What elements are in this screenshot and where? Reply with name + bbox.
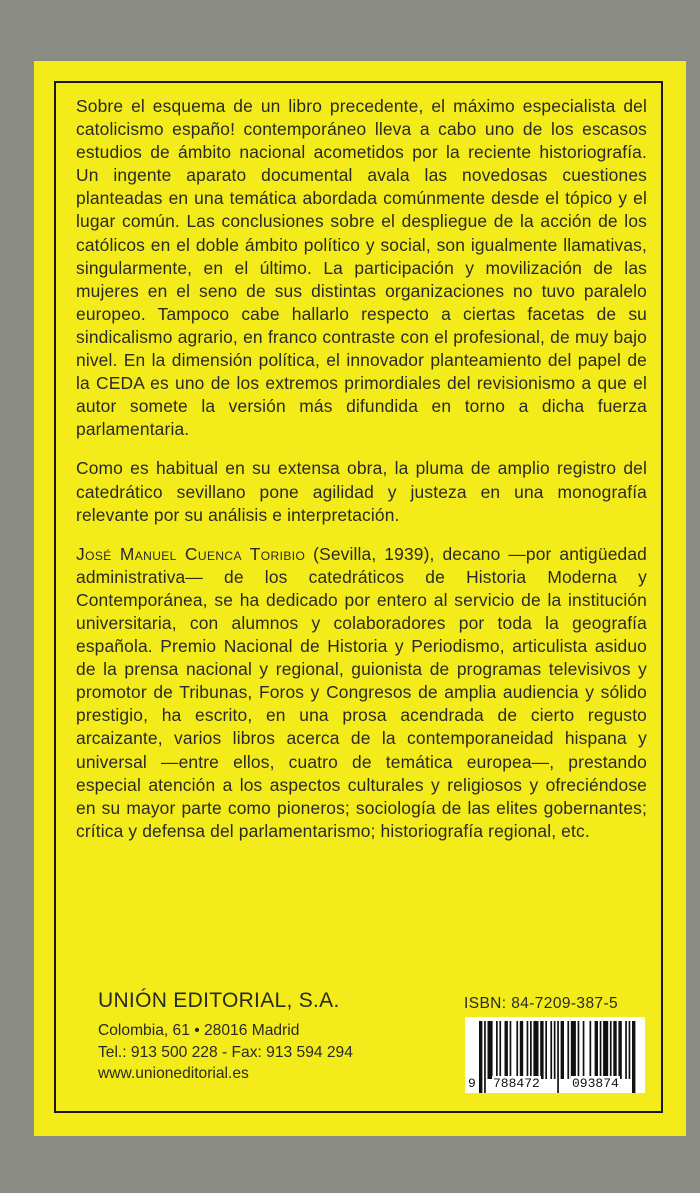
- barcode-bar: [496, 1021, 498, 1079]
- publisher-name: UNIÓN EDITORIAL, S.A.: [98, 989, 340, 1012]
- blurb-paragraph-1: Sobre el esquema de un libro precedente, el máximo especialista del catolicismo españo! contemporáneo lleva a cabo uno de los escasos estudios de ámbito nacional acometidos por la reciente historiografía. Un ingente aparato documental avala las novedosas cuestiones planteadas en una temática abordada comúnmente desde el tópico y el lugar común. Las conclusiones sobre el despliegue de la acción de los católicos en el doble ámbito político y social, son igualmente llamativas, singularmente, en el último. La participación y movilización de las mujeres en el seno de sus distintas organizaciones no tuvo paralelo europeo. Tampoco cabe hallarlo respecto a ciertas facetas de su sindicalismo agrario, en franco contraste con el profesional, de muy bajo nivel. En la dimensión política, el innovador planteamiento del papel de la CEDA es uno de los extremos primordiales del revisionismo a que el autor somete la versión más difundida en torno a dicha fuerza parlamentaria.: [76, 96, 647, 440]
- barcode-bar: [533, 1021, 538, 1079]
- barcode-bar: [505, 1021, 508, 1079]
- barcode-bar: [520, 1021, 523, 1079]
- barcode-digit-first: 9: [468, 1076, 476, 1091]
- barcode-bar: [610, 1021, 612, 1079]
- barcode-digits-group-2: 093874: [572, 1076, 619, 1091]
- barcode-bar: [554, 1021, 556, 1079]
- publisher-phone-fax: Tel.: 913 500 228 - Fax: 913 594 294: [98, 1043, 353, 1061]
- barcode-bar: [488, 1021, 493, 1079]
- barcode-bar: [629, 1021, 631, 1079]
- barcode-bar: [540, 1021, 543, 1079]
- isbn-label: ISBN: 84-7209-387-5: [464, 995, 619, 1012]
- barcode-bar: [618, 1021, 621, 1079]
- barcode-bar: [516, 1021, 518, 1079]
- barcode-bar: [530, 1021, 532, 1079]
- barcode-bar: [510, 1021, 512, 1079]
- publisher-website: www.unioneditorial.es: [98, 1065, 249, 1082]
- barcode-bar: [545, 1021, 547, 1079]
- barcode-bar: [613, 1021, 616, 1079]
- barcode-bar: [499, 1021, 501, 1079]
- author-name: José Manuel Cuenca Toribio: [76, 543, 306, 564]
- barcode-bar: [595, 1021, 598, 1079]
- barcode-digits: [465, 1074, 645, 1094]
- barcode-bar: [625, 1021, 627, 1079]
- barcode-bar: [550, 1021, 552, 1079]
- author-bio: (Sevilla, 1939), decano —por antigüedad administrativa— de los catedráticos de Historia Moderna y Contemporánea, se ha dedicado por entero al servicio de la institución universitaria, con alumnos y colaboradores por toda la geografía española. Premio Nacional de Historia y Periodismo, articulista asiduo de la prensa nacional y regional, guionista de programas televisivos y promotor de Tribunas, Foros y Congresos de amplia audiencia y sólido prestigio, ha escrito, en una prosa acendrada de cierto regusto arcaizante, varios libros acerca de la contemporaneidad hispana y universal —entre ellos, cuatro de temática europea—, prestando especial atención a los aspectos culturales y religiosos y ofreciéndose en su mayor parte como pioneros; sociología de las elites gobernantes; crítica y defensa del parlamentarismo; historiografía regional, etc.: [76, 543, 647, 841]
- publisher-address: Colombia, 61 • 28016 Madrid: [98, 1022, 300, 1039]
- barcode-bar: [567, 1021, 569, 1079]
- barcode-bar: [600, 1021, 602, 1079]
- barcode-bar: [561, 1021, 564, 1079]
- barcode-bar: [590, 1021, 592, 1079]
- blurb-text: [76, 95, 647, 859]
- publisher-block: [98, 988, 353, 1085]
- barcode-bar: [527, 1021, 529, 1079]
- barcode-bar: [603, 1021, 608, 1079]
- barcode-bar: [578, 1021, 580, 1079]
- book-back-cover: [34, 61, 686, 1136]
- blurb-paragraph-2: Como es habitual en su extensa obra, la pluma de amplio registro del catedrático sevillano pone agilidad y justeza en una monografía relevante por su análisis e interpretación.: [76, 458, 647, 525]
- author-bio-paragraph: [76, 543, 647, 843]
- barcode-bar: [583, 1021, 585, 1079]
- barcode-digits-group-1: 788472: [493, 1076, 540, 1091]
- barcode-bar: [571, 1021, 576, 1079]
